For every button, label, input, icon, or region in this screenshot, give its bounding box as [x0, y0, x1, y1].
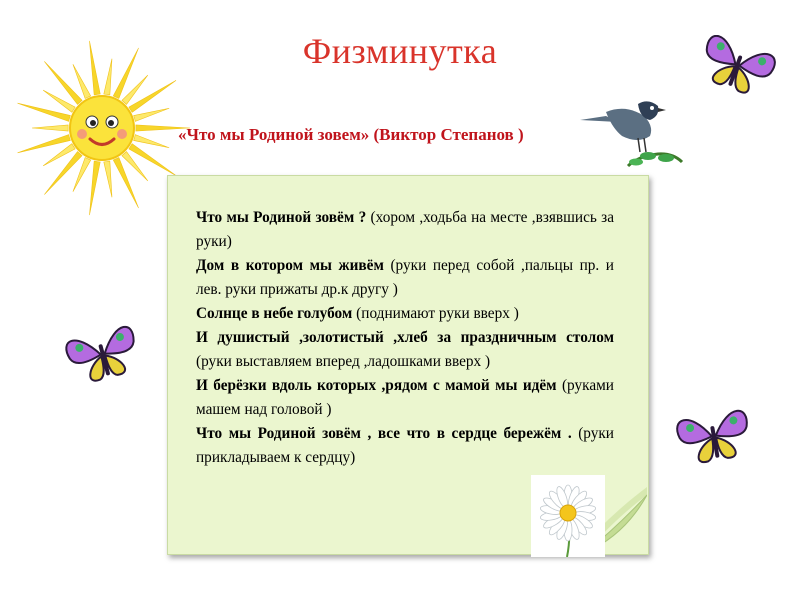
sun-ray [18, 103, 71, 121]
poem-subtitle: «Что мы Родиной зовем» (Виктор Степанов ) [178, 125, 524, 144]
sun-ray [104, 161, 112, 197]
sun-ray [129, 144, 176, 176]
page-title: Физминутка [302, 31, 498, 71]
sun-ray [32, 125, 68, 131]
poem-line: Дом в котором мы живём (руки перед собой ,пальцы пр. и лев. руки прижаты др.к другу ) [196, 257, 614, 298]
poem-line: И душистый ,золотистый ,хлеб за праздничным столом (руки выставляем вперед ,ладошками вверх ) [196, 329, 614, 370]
sun-face [70, 96, 134, 160]
sun-ray [134, 108, 170, 121]
sun-ray [134, 135, 170, 148]
poem-line: И берёзки вдоль которых ,рядом с мамой мы идём (руками машем над головой ) [196, 377, 614, 418]
poem-line: Солнце в небе голубом (поднимают руки вверх ) [196, 305, 519, 322]
sun-ray [129, 80, 176, 112]
poem-line: Что мы Родиной зовём ? (хором ,ходьба на месте ,взявшись за руки) [196, 209, 615, 250]
bird-image [578, 96, 688, 186]
butterfly-icon [674, 404, 754, 470]
butterfly-icon [697, 35, 777, 97]
poem-text [196, 206, 614, 470]
daisy-image [531, 475, 605, 557]
poem-line: Что мы Родиной зовём , все что в сердце бережём . (руки прикладываем к сердцу) [196, 425, 614, 466]
sun-ray [89, 161, 100, 215]
sun-ray [44, 152, 82, 195]
butterfly-icon [64, 322, 142, 388]
sun-ray [18, 135, 71, 153]
